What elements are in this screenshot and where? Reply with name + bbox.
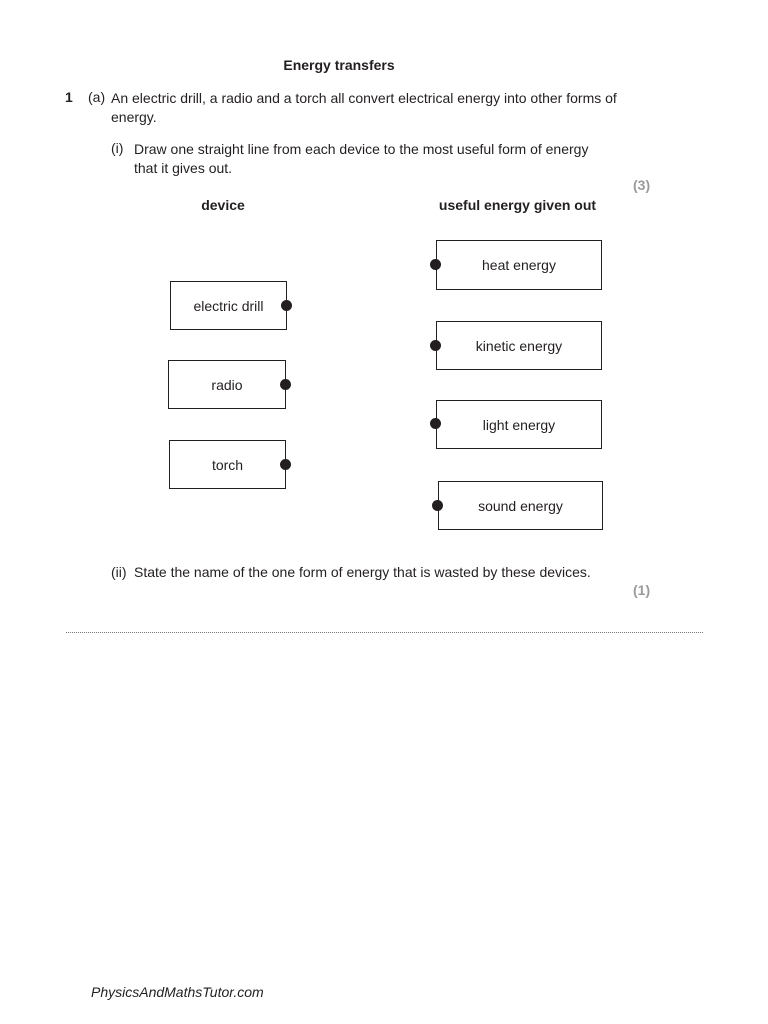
sub-i-text: Draw one straight line from each device to the most useful form of energy that it gives out. — [134, 141, 589, 176]
sub-ii-text: State the name of the one form of energy that is wasted by these devices. — [134, 564, 591, 580]
marks-sub-i: (3) — [633, 177, 651, 193]
footer-source: PhysicsAndMathsTutor.com — [91, 984, 264, 1000]
part-a-label: (a) — [88, 89, 106, 105]
device-label: radio — [211, 376, 243, 393]
marks-sub-ii: (1) — [633, 582, 651, 598]
energy-label: sound energy — [478, 497, 563, 514]
device-connector-dot[interactable] — [280, 379, 291, 390]
answer-line[interactable] — [66, 632, 703, 633]
energy-connector-dot[interactable] — [430, 340, 441, 351]
device-connector-dot[interactable] — [280, 459, 291, 470]
energy-connector-dot[interactable] — [432, 500, 443, 511]
energy-column-heading: useful energy given out — [438, 197, 597, 213]
energy-connector-dot[interactable] — [430, 259, 441, 270]
device-connector-dot[interactable] — [281, 300, 292, 311]
device-box-electric-drill — [170, 281, 287, 330]
device-box-radio — [168, 360, 286, 409]
device-label: electric drill — [193, 297, 264, 314]
energy-connector-dot[interactable] — [430, 418, 441, 429]
energy-box-kinetic — [436, 321, 602, 370]
device-box-torch — [169, 440, 286, 489]
energy-label: heat energy — [482, 257, 556, 273]
device-column-heading: device — [201, 197, 245, 213]
device-label: torch — [211, 456, 244, 473]
part-a-text: An electric drill, a radio and a torch all convert electrical energy into other forms of energy. — [111, 90, 617, 125]
energy-box-heat — [436, 240, 602, 290]
energy-box-light — [436, 400, 602, 449]
question-number: 1 — [65, 89, 73, 105]
energy-label: light energy — [482, 416, 556, 433]
sub-ii-label: (ii) — [111, 564, 127, 580]
sub-i-label: (i) — [111, 140, 124, 156]
page-title: Energy transfers — [283, 57, 395, 73]
energy-box-sound — [438, 481, 603, 530]
energy-label: kinetic energy — [475, 337, 563, 354]
